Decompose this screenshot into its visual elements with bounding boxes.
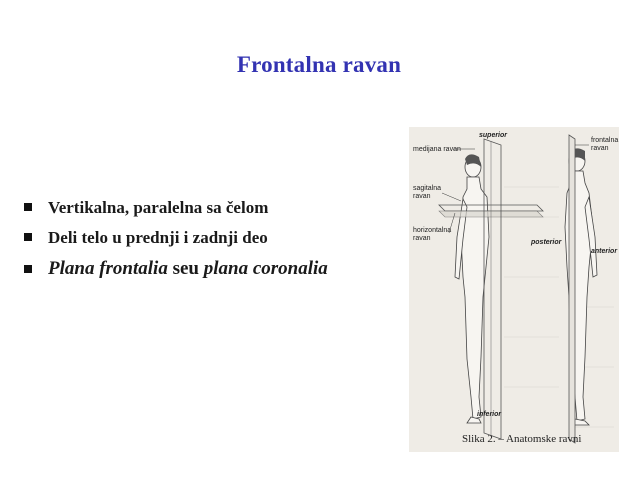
bullet-text-3-part-3: plana coronalia <box>203 258 328 279</box>
label-posterior: posterior <box>531 239 562 246</box>
slide-title: Frontalna ravan <box>236 52 402 77</box>
bullet-item-1 <box>22 197 382 218</box>
bullet-text-1: Vertikalna, paralelna sa čelom <box>48 198 269 217</box>
bullet-list <box>22 197 382 290</box>
square-bullet-icon <box>24 233 32 241</box>
bullet-text-3-part-2: seu <box>167 258 204 279</box>
figure-caption: Slika 2. – Anatomske ravni <box>462 433 582 445</box>
bullet-item-3 <box>22 257 382 281</box>
label-sagitalna-ravan: sagitalna ravan <box>413 185 442 200</box>
bullet-text-3-part-1: Plana frontalia <box>48 258 168 279</box>
bullet-item-2 <box>22 227 382 248</box>
square-bullet-icon <box>24 203 32 211</box>
anatomical-planes-figure <box>409 127 619 452</box>
label-horizontalna-ravan: horizontalna ravan <box>413 227 452 242</box>
anatomy-illustration <box>409 127 619 452</box>
label-frontalna-ravan: frontalna ravan <box>591 137 619 152</box>
label-medijana-ravan: medijana ravan <box>413 146 461 153</box>
square-bullet-icon <box>24 265 32 273</box>
label-inferior: inferior <box>477 411 502 418</box>
label-superior: superior <box>479 132 508 139</box>
label-anterior: anterior <box>591 248 618 255</box>
bullet-text-2: Deli telo u prednji i zadnji deo <box>48 228 268 247</box>
